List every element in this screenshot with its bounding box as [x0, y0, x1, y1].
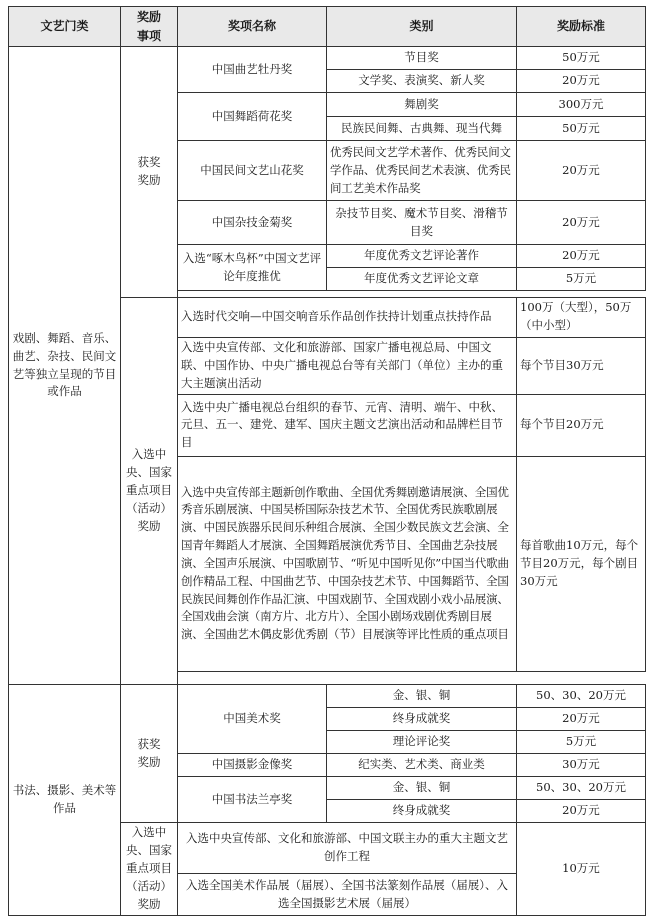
award-name: 中国舞蹈荷花奖 [178, 93, 327, 141]
award-type: 金、银、铜 [327, 685, 517, 708]
award-amount: 20万元 [517, 245, 646, 268]
project-text: 入选时代交响—中国交响音乐作品创作扶持计划重点扶持作品 [178, 297, 517, 337]
project-text: 入选中央宣传部主题新创作歌曲、全国优秀舞剧邀请展演、全国优秀音乐剧展演、中国吴桥国际杂技艺术节、全国优秀民族歌剧展演、中国民族器乐民间乐种组合展演、全国少数民族文艺会演、全国青年舞蹈人才展演、全国舞蹈展演优秀节目、全国曲艺杂技展演、全国声乐展演、中国歌剧节、“听见中国听见你”中国当代歌曲创作精品工程、中国曲艺节、中国杂技艺术节、中国舞蹈节、全国民族民间舞创作作品汇演、中国戏剧节、全国戏剧小戏小品展演、全国戏曲会演（南方片、北方片）、全国小剧场戏剧优秀剧目展演、全国曲艺木偶皮影优秀剧（节）目展演等评比性质的重点项目 [178, 456, 517, 671]
award-type: 节目奖 [327, 47, 517, 70]
award-name: 中国摄影金像奖 [178, 754, 327, 777]
award-type: 终身成就奖 [327, 800, 517, 823]
project-label-cell: 入选中央、国家重点项目（活动）奖励 [121, 297, 178, 684]
project-amount: 每首歌曲10万元，每个节目20万元，每个剧目30万元 [517, 456, 646, 671]
project-amount: 10万元 [517, 823, 646, 916]
header-row [9, 7, 646, 47]
header-type: 类别 [327, 7, 517, 47]
award-amount: 50万元 [517, 117, 646, 141]
award-name: 中国曲艺牡丹奖 [178, 47, 327, 93]
award-type: 民族民间舞、古典舞、现当代舞 [327, 117, 517, 141]
award-type: 年度优秀文艺评论著作 [327, 245, 517, 268]
category-cell: 戏剧、舞蹈、音乐、曲艺、杂技、民间文艺等独立呈现的节目或作品 [9, 47, 121, 685]
award-amount: 20万元 [517, 708, 646, 731]
table-row [9, 685, 646, 708]
award-type: 舞剧奖 [327, 93, 517, 117]
award-amount: 20万元 [517, 201, 646, 245]
header-standard: 奖励标准 [517, 7, 646, 47]
award-amount: 50、30、20万元 [517, 777, 646, 800]
award-amount: 300万元 [517, 93, 646, 117]
award-type: 终身成就奖 [327, 708, 517, 731]
award-amount: 50万元 [517, 47, 646, 70]
award-type: 金、银、铜 [327, 777, 517, 800]
project-label-cell: 入选中央、国家重点项目（活动）奖励 [121, 823, 178, 916]
award-name: 入选“啄木鸟杯”中国文艺评论年度推优 [178, 245, 327, 291]
award-name: 中国美术奖 [178, 685, 327, 754]
award-label-cell: 获奖 奖励 [121, 47, 178, 298]
award-amount: 20万元 [517, 141, 646, 201]
project-amount: 每个节目20万元 [517, 394, 646, 456]
award-amount: 50、30、20万元 [517, 685, 646, 708]
award-type: 年度优秀文艺评论文章 [327, 268, 517, 291]
project-text: 入选中央宣传部、文化和旅游部、中国文联主办的重大主题文艺创作工程 [178, 823, 517, 874]
award-name: 中国民间文艺山花奖 [178, 141, 327, 201]
award-amount: 20万元 [517, 70, 646, 93]
header-category: 文艺门类 [9, 7, 121, 47]
project-text: 入选中央广播电视总台组织的春节、元宵、清明、端午、中秋、元旦、五一、建党、建军、国庆主题文艺演出活动和品牌栏目节目 [178, 394, 517, 456]
award-amount: 5万元 [517, 731, 646, 754]
award-type: 纪实类、艺术类、商业类 [327, 754, 517, 777]
project-text: 入选中央宣传部、文化和旅游部、国家广播电视总局、中国文联、中国作协、中央广播电视总台等有关部门（单位）主办的重大主题演出活动 [178, 337, 517, 394]
award-name: 中国杂技金菊奖 [178, 201, 327, 245]
project-amount: 每个节目30万元 [517, 337, 646, 394]
award-amount: 30万元 [517, 754, 646, 777]
header-item: 奖励 事项 [121, 7, 178, 47]
category-cell: 书法、摄影、美术等作品 [9, 685, 121, 916]
table-row [9, 47, 646, 70]
award-type: 优秀民间文艺学术著作、优秀民间文学作品、优秀民间艺术表演、优秀民间工艺美术作品奖 [327, 141, 517, 201]
award-amount: 5万元 [517, 268, 646, 291]
header-award-name: 奖项名称 [178, 7, 327, 47]
project-text: 入选全国美术作品展（届展）、全国书法篆刻作品展（届展）、入选全国摄影艺术展（届展） [178, 874, 517, 916]
project-amount: 100万（大型），50万（中小型） [517, 297, 646, 337]
award-type: 文学奖、表演奖、新人奖 [327, 70, 517, 93]
award-type: 杂技节目奖、魔术节目奖、滑稽节目奖 [327, 201, 517, 245]
award-amount: 20万元 [517, 800, 646, 823]
award-label-cell: 获奖 奖励 [121, 685, 178, 823]
award-type: 理论评论奖 [327, 731, 517, 754]
award-name: 中国书法兰亭奖 [178, 777, 327, 823]
award-standards-table [8, 6, 646, 916]
